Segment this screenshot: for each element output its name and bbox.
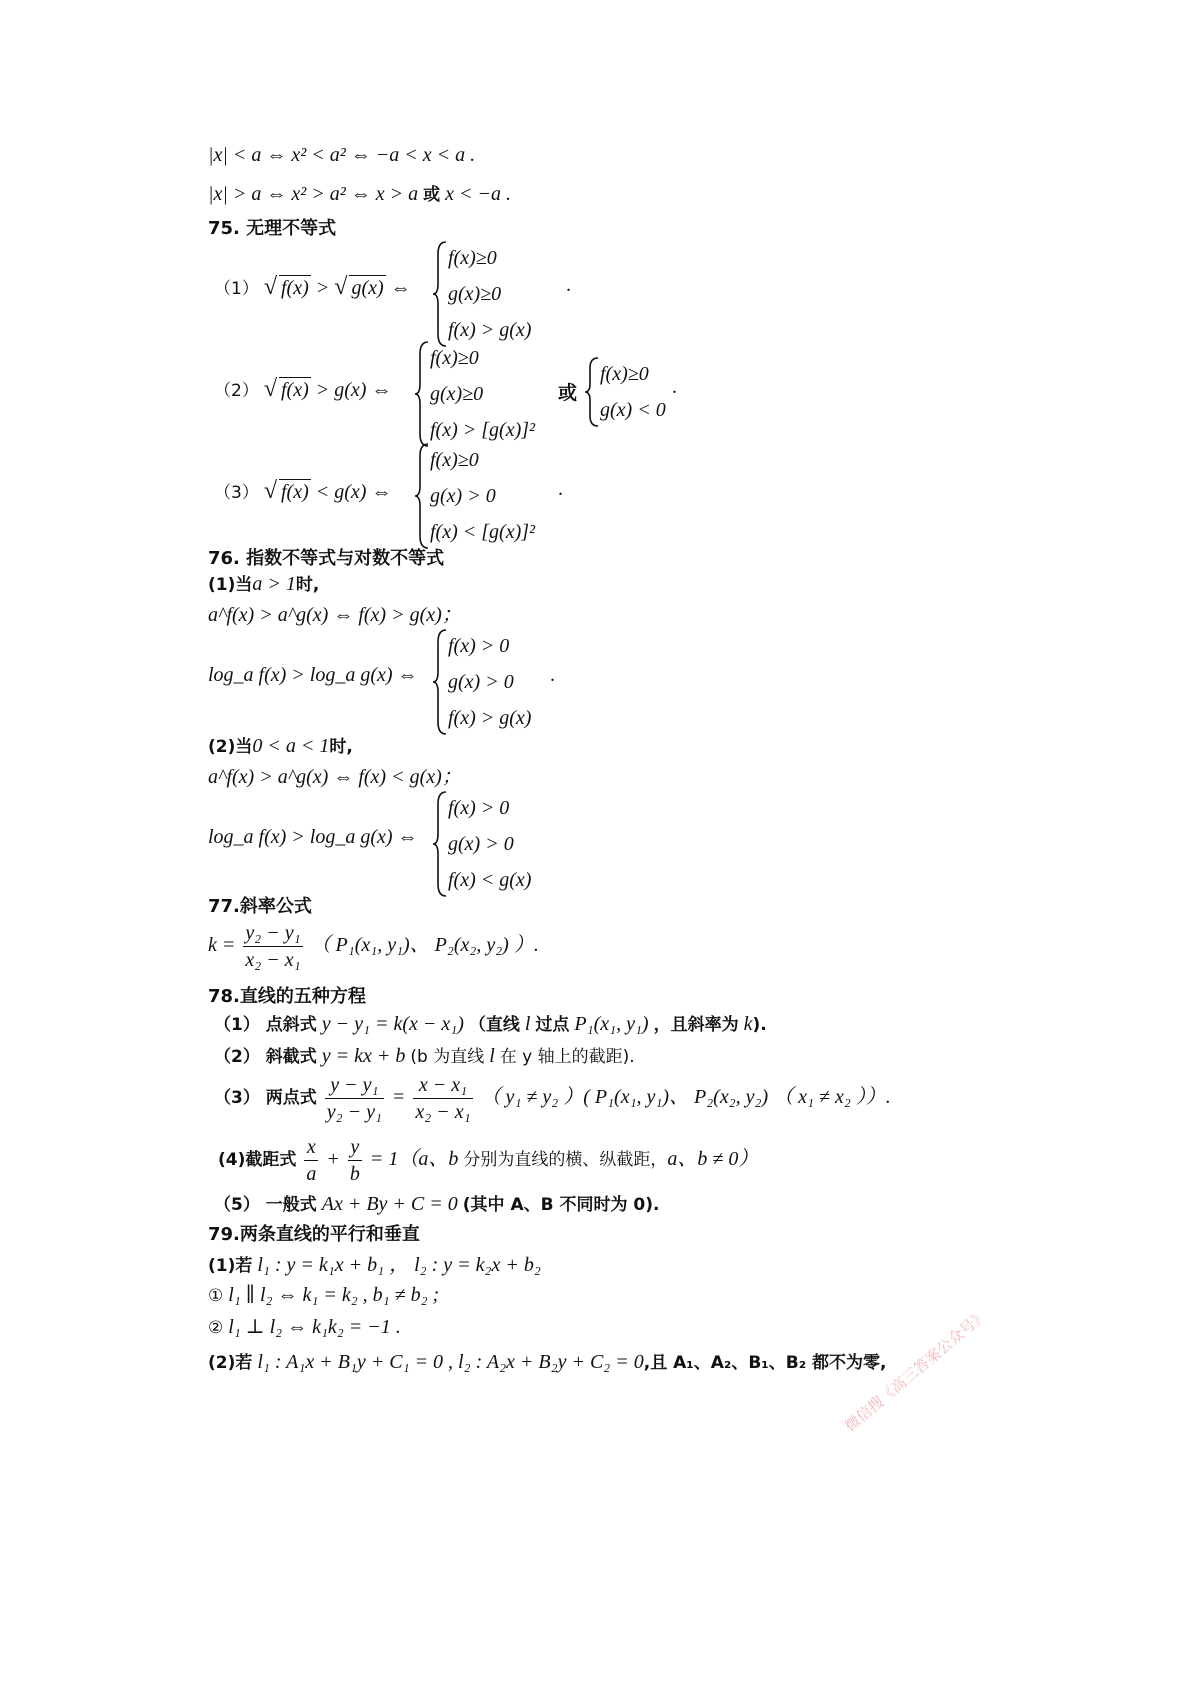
s75-item-3: （3） √ f(x) < g(x) ⇔ <box>214 478 392 504</box>
cond-label: (1)当 <box>208 575 253 595</box>
note: ). <box>752 1015 767 1035</box>
section-77-title: 77.斜率公式 <box>208 896 312 917</box>
note: (b 为直线 <box>410 1047 485 1067</box>
slope-points: （ P₁(x₁, y₁)、 P₂(x₂, y₂) ）. <box>310 934 539 957</box>
system-row: g(x)≥0 <box>448 283 502 305</box>
lines-general-def: l₁ : A₁x + B₁y + C₁ = 0 , l₂ : A₂x + B₂y + C₂ = 0 <box>257 1351 644 1373</box>
abs-greater-formula: |x| > a ⇔ x² > a² ⇔ x > a <box>208 183 419 205</box>
s79-item-1b <box>208 1314 401 1339</box>
general-formula: Ax + By + C = 0 <box>321 1193 458 1215</box>
system-row: f(x)≥0 <box>448 247 497 269</box>
system-row: f(x) > 0 <box>448 797 510 819</box>
slope-fraction: $\frac{\text{y₂ − y₁}}{\text{x₂ − x₁}}$ <box>245 922 301 971</box>
system-row: f(x) > g(x) <box>448 707 532 729</box>
section-79-title: 79.两条直线的平行和垂直 <box>208 1224 420 1245</box>
note: ,且 A₁、A₂、B₁、B₂ 都不为零, <box>643 1353 887 1373</box>
note: 分别为直线的横、纵截距， <box>463 1150 668 1171</box>
system-row: f(x)≥0 <box>600 363 649 385</box>
s79-item-1 <box>208 1248 541 1277</box>
system-row: f(x) > 0 <box>448 635 510 657</box>
point-slope-formula: y − y₁ = k(x − x₁) <box>321 1013 464 1035</box>
s76-2-log <box>208 826 418 849</box>
system-row: g(x) > 0 <box>430 485 496 507</box>
exp-inequality: a^f(x) > a^g(x) ⇔ f(x) < g(x)； <box>208 766 462 788</box>
item-label: （1） 点斜式 <box>214 1015 317 1035</box>
s76-2-exp <box>208 760 462 789</box>
log-inequality: log_a f(x) > log_a g(x) ⇔ <box>208 664 418 686</box>
s76-cond-1 <box>208 570 319 596</box>
perpendicular-condition: l₁ ⊥ l₂ ⇔ k₁k₂ = −1 . <box>228 1316 401 1338</box>
system-row: f(x) > g(x) <box>448 319 532 341</box>
s78-item-3: （3） 两点式 $\frac{\text{y − y₁}}{\text{y₂ − y₁}}$ = $\frac{\text{x − x₁}}{\text{x₂ − x₁}}$ （ y₁ ≠ y₂ ）( P₁(x₁, y₁)、 P₂(x₂, y₂) （ x₁ ≠ x₂ ））. <box>214 1074 891 1123</box>
note: 在 y 轴上的截距). <box>499 1047 635 1067</box>
s78-item-1: （1） 点斜式 y − y₁ = k(x − x₁) （直线 l 过点 P₁(x₁, y₁) ，且斜率为 k). <box>214 1013 767 1035</box>
item-label: （3） 两点式 <box>214 1088 317 1109</box>
item-label: （2） <box>214 381 259 401</box>
system-row: g(x)≥0 <box>430 383 484 405</box>
left-brace-icon <box>584 356 600 428</box>
log-inequality: log_a f(x) > log_a g(x) ⇔ <box>208 826 418 848</box>
system-row: f(x)≥0 <box>430 449 479 471</box>
left-brace-icon <box>432 240 448 348</box>
section-75-title: 75. 无理不等式 <box>208 218 337 239</box>
item-label: （2） 斜截式 <box>214 1047 317 1067</box>
item-label: (2)若 <box>208 1353 253 1373</box>
cond-math: 0 < a < 1 <box>252 735 330 757</box>
intercept-formula: = 1（ <box>369 1148 419 1171</box>
cond-end: 时, <box>295 575 320 595</box>
system-row: g(x) > 0 <box>448 671 514 693</box>
system-row: g(x) > 0 <box>448 833 514 855</box>
parallel-condition: l₁ ∥ l₂ ⇔ k₁ = k₂ , b₁ ≠ b₂ ; <box>228 1284 440 1306</box>
exp-inequality: a^f(x) > a^g(x) ⇔ f(x) > g(x)； <box>208 604 462 626</box>
item-label: （5） 一般式 <box>214 1195 317 1215</box>
document-page: |x| < a ⇔ x² < a² ⇔ −a < x < a . |x| > a ⇔ x² > a² ⇔ x > a 或 x < −a . 75. 无理不等式 （1） √ f(x) > √ g(x) ⇔ f(x)≥0 g(x)≥0 f(x) > g(x) . （2） √ f(x) > g(x) ⇔ f(x)≥0 g(x)≥0 f(x) > [g(x)]² 或 f(x)≥0 g(x) < 0 . （3） √ f(x) < g(x) ⇔ f(x)≥0 g(x) > 0 f(x) < [g(x)]² . 76. 指数不等式与对数不等式 (1)当a > 1时, a^f(x) > a^g(x) ⇔ f(x) > g(x)； log_a f(x) > log_a g(x) ⇔ f(x) > 0 g(x) > 0 f(x) > g(x) . (2)当0 < a < 1时, a^f(x) > a^g(x) ⇔ f(x) < g(x)； log_a f(x) > log_a g(x) ⇔ f(x) > 0 g(x) > 0 f(x) < g(x) 77.斜率公式 k = $\frac{\text{y₂ − y₁}}{\text{x₂ − x₁}}$ （ P₁(x₁, y₁)、 P₂(x₂, y₂) ）. 78.直线的五种方程 （1） 点斜式 y − y₁ = k(x − x₁) （直线 l 过点 P₁(x₁, y₁) ，且斜率为 k). （2） 斜截式 y = kx + b (b 为直线 l 在 y 轴上的截距). （3） 两点式 $\frac{\text{y − y₁}}{\text{y₂ − y₁}}$ = $\frac{\text{x − x₁}}{\text{x₂ − x₁}}$ （ y₁ ≠ y₂ ）( P₁(x₁, y₁)、 P₂(x₂, y₂) （ x₁ ≠ x₂ ））. (4)截距式 $\frac{x}{a}$ + $\frac{y}{b}$ = 1（a、b 分别为直线的横、纵截距，a、b ≠ 0） （5） 一般式 Ax + By + C = 0 (其中 A、B 不同时为 0). 79.两条直线的平行和垂直 (1)若 l₁ : y = k₁x + b₁ ， l₂ : y = k₂x + b₂ ① l₁ ∥ l₂ ⇔ k₁ = k₂ , b₁ ≠ b₂ ; ② l₁ ⊥ l₂ ⇔ k₁k₂ = −1 . (2)若 l₁ : A₁x + B₁y + C₁ = 0 , l₂ : A₂x + B₂y + C₂ = 0,且 A₁、A₂、B₁、B₂ 都不为零, 微信搜《高三答案公众号》 <box>208 144 991 1436</box>
system-row: f(x) > [g(x)]² <box>430 419 536 441</box>
or-word: 或 <box>423 185 441 205</box>
slope-intercept-formula: y = kx + b <box>321 1045 406 1067</box>
cond-label: (2)当 <box>208 737 253 757</box>
note: (其中 A、B 不同时为 0). <box>462 1195 660 1215</box>
item-label: （1） <box>214 279 259 299</box>
s75-item-1: （1） √ f(x) > √ g(x) ⇔ <box>214 274 411 300</box>
lines-def: l₁ : y = k₁x + b₁ ， l₂ : y = k₂x + b₂ <box>257 1254 541 1276</box>
or-word: 或 <box>558 382 578 404</box>
s78-item-5 <box>214 1190 659 1216</box>
s76-cond-2 <box>208 732 353 758</box>
system-row: f(x) < g(x) <box>448 869 532 891</box>
note: 过点 <box>535 1015 570 1035</box>
left-brace-icon <box>414 442 430 550</box>
s76-1-exp <box>208 598 462 627</box>
s76-1-log <box>208 664 418 687</box>
abs-less-formula: |x| < a ⇔ x² < a² ⇔ −a < x < a . <box>208 144 476 166</box>
note: （直线 <box>468 1015 520 1035</box>
item-label: (4)截距式 <box>218 1150 297 1171</box>
left-brace-icon <box>432 790 448 898</box>
note: P₁(x₁, y₁) <box>574 1013 649 1035</box>
system-row: g(x) < 0 <box>600 399 666 421</box>
s78-item-4: (4)截距式 $\frac{x}{a}$ + $\frac{y}{b}$ = 1（a、b 分别为直线的横、纵截距，a、b ≠ 0） <box>218 1136 759 1185</box>
circled-2: ② <box>208 1318 224 1338</box>
s75-item-2: （2） √ f(x) > g(x) ⇔ <box>214 376 392 402</box>
s78-item-2: （2） 斜截式 y = kx + b (b 为直线 l 在 y 轴上的截距). <box>214 1045 635 1067</box>
note: ，且斜率为 <box>653 1015 739 1035</box>
cond-math: a > 1 <box>252 573 296 595</box>
abs-less-line <box>208 144 475 167</box>
item-label: （3） <box>214 483 259 503</box>
abs-greater-line <box>208 180 511 206</box>
s79-item-1a <box>208 1282 439 1307</box>
cond-end: 时, <box>329 737 353 757</box>
two-point-condition: （ y₁ ≠ y₂ ）( P₁(x₁, y₁)、 P₂(x₂, y₂) （ x₁ ≠ x₂ ））. <box>480 1086 891 1109</box>
circled-1: ① <box>208 1286 224 1306</box>
s79-item-2 <box>208 1348 887 1374</box>
system-row: f(x) < [g(x)]² <box>430 521 536 543</box>
abs-greater-formula-tail: x < −a . <box>445 183 511 205</box>
left-brace-icon <box>432 628 448 736</box>
note: ） <box>738 1148 759 1171</box>
item-label: (1)若 <box>208 1256 253 1276</box>
watermark: 微信搜《高三答案公众号》 <box>841 1305 991 1436</box>
slope-formula: k = $\frac{\text{y₂ − y₁}}{\text{x₂ − x₁}}$ （ P₁(x₁, y₁)、 P₂(x₂, y₂) ）. <box>208 922 539 971</box>
left-brace-icon <box>414 340 430 448</box>
section-78-title: 78.直线的五种方程 <box>208 986 366 1007</box>
system-row: f(x)≥0 <box>430 347 479 369</box>
section-76-title: 76. 指数不等式与对数不等式 <box>208 548 445 569</box>
